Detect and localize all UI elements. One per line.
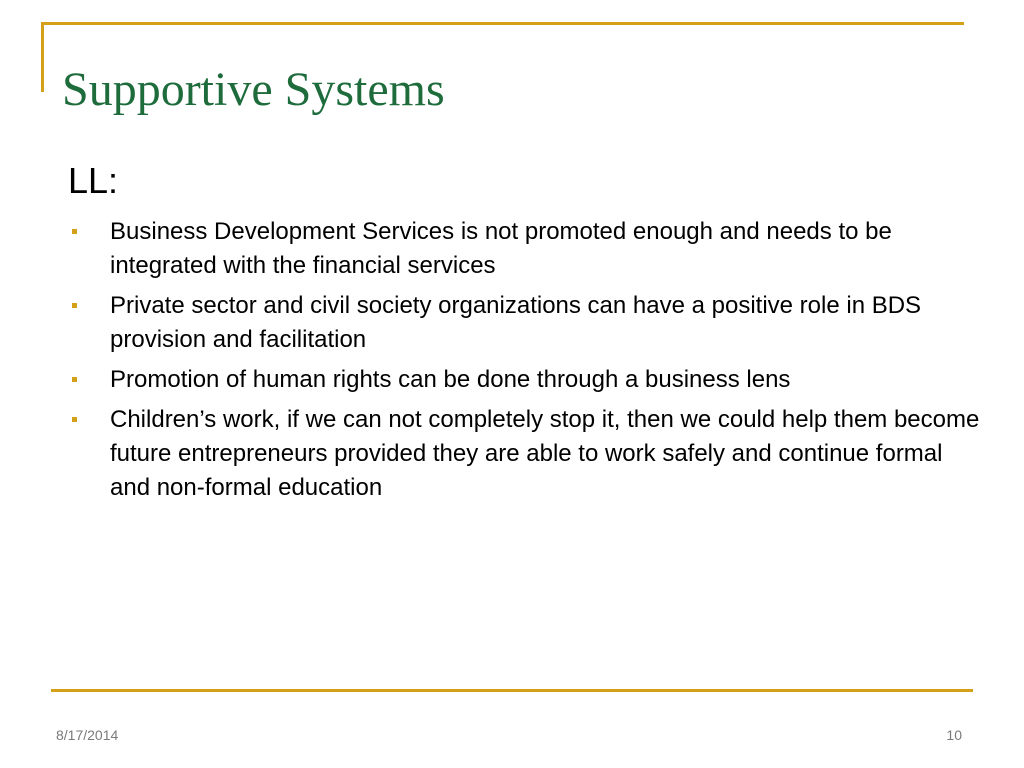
title-frame-top-line: [41, 22, 964, 25]
footer-divider: [51, 689, 973, 692]
bullet-text: Promotion of human rights can be done through a business lens: [110, 366, 791, 393]
footer-date: 8/17/2014: [56, 727, 119, 743]
footer-page-number: 10: [946, 727, 962, 743]
bullet-text: Children’s work, if we can not completely stop it, then we could help them become future entrepreneurs provided they are able to work safely and continue formal and non-formal education: [110, 406, 980, 501]
bullet-list: [68, 215, 988, 511]
bullet-item: [68, 215, 988, 283]
slide-subheading: LL:: [68, 160, 119, 201]
bullet-item: [68, 403, 988, 505]
title-frame-left-line: [41, 22, 44, 92]
bullet-item: [68, 289, 988, 357]
square-bullet-icon: [72, 303, 77, 308]
square-bullet-icon: [72, 417, 77, 422]
bullet-item: [68, 363, 988, 397]
slide-title: Supportive Systems: [62, 63, 445, 116]
bullet-text: Private sector and civil society organizations can have a positive role in BDS provision and facilitation: [110, 292, 922, 353]
square-bullet-icon: [72, 229, 77, 234]
square-bullet-icon: [72, 377, 77, 382]
bullet-text: Business Development Services is not promoted enough and needs to be integrated with the financial services: [110, 218, 892, 279]
